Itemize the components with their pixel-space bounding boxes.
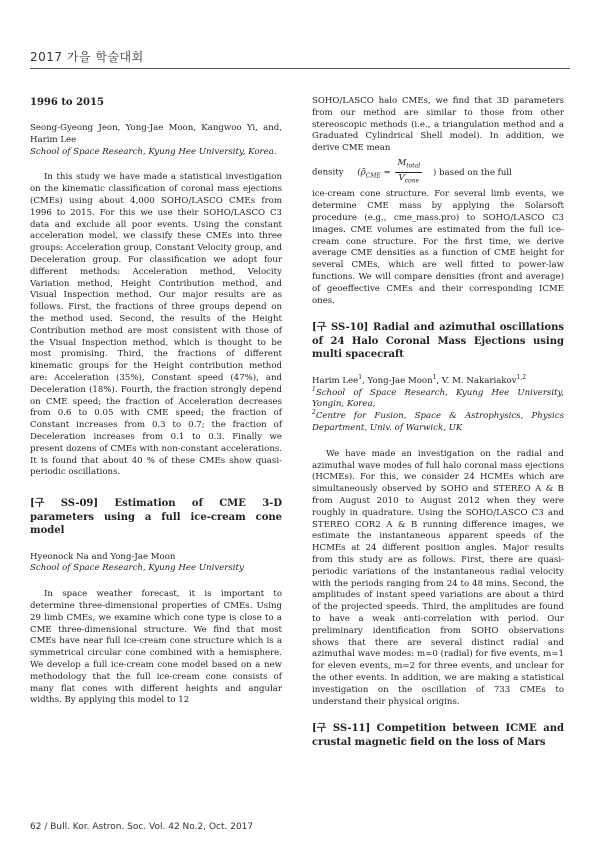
right-column: [312, 96, 564, 749]
abstract-body: We have made an investigation on the radial and azimuthal wave modes of full halo coronal mass ejections (HCMEs). For this, we consider 24 HCMEs which are simultaneously observed by SOHO and STEREO A & B from August 2010 to August 2012 when they were roughly in quadrature. Using the SOHO/LASCO C3 and STEREO COR2 A & B running difference images, we estimate the instantaneous apparent speeds of the HCMEs at 24 different position angles. Major results from this study are as follows. First, there are quasi-periodic variations of the instantaneous radial velocity with the periods ranging from 24 to 48 mins. Second, the amplitudes of instant speed variations are about a third of the projected speeds. Third, the amplitudes are found to have a weak anti-correlation with period. Our preliminary identification from SOHO observations shows that there are several distinct radial and azimuthal wave modes: m=0 (radial) for five events, m=1 for eleven events, m=2 for three events, and unclear for the other events. In addition, we are making a statistical investigation on the oscillation of 733 CMEs to understand their physical origins.: [312, 448, 564, 707]
left-column: [30, 88, 282, 707]
running-header: 2017 가을 학술대회: [30, 50, 144, 64]
abstract-body-continuation: ice-cream cone structure. For several limb events, we determine CME mass by applying the Solarsoft procedure (e.g., cme_mass.pro) to SOHO/LASCO C3 images. CME volumes are estimated from the full ice-cream cone structure. For the first time, we derive average CME densities as a function of CME height for several CMEs, which are well fitted to power-law functions. We will compare densities (front and average) of geoeffective CMEs and their corresponding ICME ones.: [312, 189, 564, 306]
abstract-title: [구 SS-11] Competition between ICME and crustal magnetic field on the loss of Mars: [312, 723, 564, 748]
abstract-body: In space weather forecast, it is important to determine three-dimensional properties of CMEs. Using 29 limb CMEs, we examine which cone type is close to a CME three-dimensional structure. We find that most CMEs have near full ice-cream cone structure which is a symmetrical circular cone combined with a hemisphere. We develop a full ice-cream cone model based on a new methodology that the full ice-cream cone consists of many flat cones with different heights and angular widths. By applying this model to 12: [30, 589, 282, 706]
abstract-title-continuation: 1996 to 2015: [30, 97, 104, 108]
abstract-affiliation: School of Space Research, Kyung Hee University, Korea.: [30, 146, 277, 157]
page-footer: 62 / Bull. Kor. Astron. Soc. Vol. 42 No.2, Oct. 2017: [30, 822, 254, 832]
abstract-affiliation: $^2$Centre for Fusion, Space & Astrophysics, Physics Department, Univ. of Warwick, UK: [312, 409, 564, 434]
abstract-authors: Seong-Gyeong Jeon, Yong-Jae Moon, Kangwoo Yi, and, Harim Lee: [30, 123, 282, 145]
abstract-body-continuation: SOHO/LASCO halo CMEs, we find that 3D parameters from our method are similar to those from other stereoscopic methods (i.e., a triangulation method and a Graduated Cylindrical Shell model). In addition, we derive CME mean: [312, 96, 564, 154]
density-formula-line: density ($\rhō_{CME}$ = $\frac{M_{total}}{V_{cone}}$ ) based on the full: [312, 157, 512, 185]
abstract-affiliation: School of Space Research, Kyung Hee University: [30, 563, 244, 574]
abstract-authors: Hyeonock Na and Yong-Jae Moon: [30, 551, 176, 562]
header-divider: [30, 68, 570, 69]
abstract-authors: Harim Lee$^1$, Yong-Jae Moon$^1$, V. M. Nakariakov$^{1,2}$: [312, 374, 527, 386]
density-formula: ($\rhō_{CME}$ = $\frac{M_{total}}{V_{cone}}$: [357, 157, 421, 185]
abstract-body: In this study we have made a statistical investigation on the kinematic classification of coronal mass ejections (CMEs) using about 4,000 SOHO/LASCO CMEs from 1996 to 2015. For this we use their SOHO/LASCO C3 data and exclude all poor events. Using the constant acceleration model, we classify these CMEs into three groups: Acceleration group, Constant Velocity group, and Deceleration group. For classification we adopt four different methods: Acceleration method, Velocity Variation method, Height Contribution method, and Visual Inspection method. Our major results are as follows. First, the fractions of three groups depend on the method used. Second, the results of the Height Contribution method are most consistent with those of the Visual Inspection method, which is thought to be most promising. Third, the fractions of different kinematic groups for the Height contribution method are: Acceleration (35%), Constant speed (47%), and Deceleration (18%). Fourth, the fraction strongly depend on CME speed; the fraction of Acceleration decreases from 0.6 to 0.05 with CME speed; the fraction of Constant increases from 0.3 to 0.7; the fraction of Deceleration increases from 0.1 to 0.3. Finally we present dozens of CMEs with non-constant accelerations. It is found that about 40 % of these CMEs show quasi-periodic oscillations.: [30, 172, 282, 478]
abstract-affiliation: $^1$School of Space Research, Kyung Hee University, Yongin, Korea,: [312, 385, 564, 410]
abstract-title: [구 SS-10] Radial and azimuthal oscillations of 24 Halo Coronal Mass Ejections using multi spacecraft: [312, 322, 564, 361]
abstract-title: [구 SS-09] Estimation of CME 3-D parameters using a full ice-cream cone model: [30, 498, 282, 537]
